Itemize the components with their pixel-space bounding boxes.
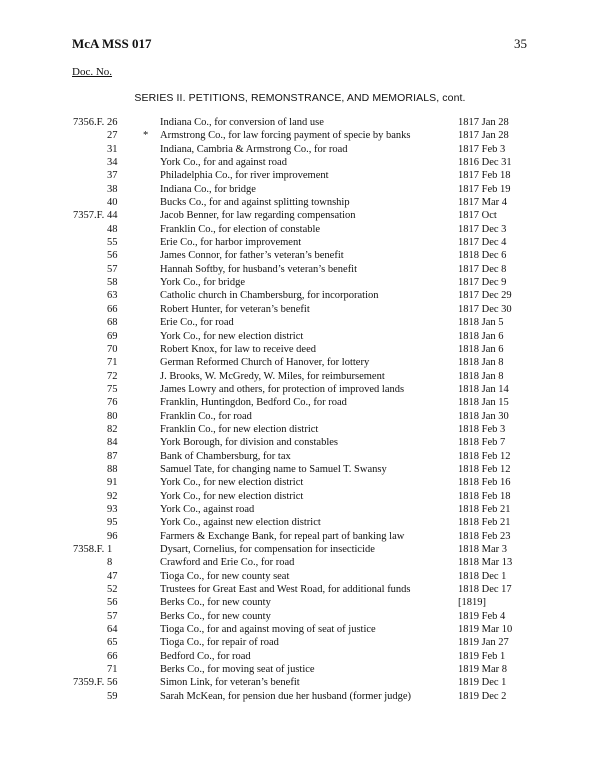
entry-description: J. Brooks, W. McGredy, W. Miles, for reimbursement: [160, 370, 385, 382]
list-item: [0, 263, 600, 276]
document-number: 71: [107, 357, 118, 369]
entry-description: York Co., for new election district: [160, 490, 304, 502]
list-item: [0, 596, 600, 609]
entry-list: [0, 116, 600, 703]
document-number: 44: [107, 210, 118, 222]
entry-date: 1818 Jan 15: [458, 397, 509, 409]
entry-date: 1819 Feb 4: [458, 610, 506, 622]
document-number: 93: [107, 503, 118, 515]
entry-date: 1819 Jan 27: [458, 637, 509, 649]
list-item: [0, 223, 600, 236]
document-number: 82: [107, 423, 118, 435]
entry-date: 1817 Dec 9: [458, 277, 507, 289]
list-item: [0, 556, 600, 569]
document-number: 76: [107, 397, 118, 409]
document-number: 52: [107, 584, 118, 596]
list-item: [0, 289, 600, 302]
entry-date: 1817 Mar 4: [458, 197, 507, 209]
entry-description: Erie Co., for harbor improvement: [160, 237, 302, 249]
entry-date: 1818 Feb 12: [458, 450, 511, 462]
entry-description: Tioga Co., for repair of road: [160, 637, 279, 649]
document-number: 96: [107, 530, 118, 542]
entry-date: 1818 Feb 21: [458, 517, 511, 529]
entry-date: 1818 Feb 18: [458, 490, 511, 502]
entry-date: 1817 Jan 28: [458, 130, 509, 142]
box-folder-number: 7356.F.: [73, 117, 105, 128]
list-item: [0, 196, 600, 209]
entry-description: Jacob Benner, for law regarding compensation: [160, 210, 356, 222]
entry-description: Berks Co., for new county: [160, 597, 271, 609]
entry-date: 1817 Dec 30: [458, 303, 512, 315]
list-item: [0, 410, 600, 423]
entry-description: Hannah Softby, for husband’s veteran’s benefit: [160, 263, 358, 275]
document-number: 58: [107, 277, 118, 289]
list-item: [0, 249, 600, 262]
list-item: [0, 330, 600, 343]
entry-date: 1818 Dec 17: [458, 584, 512, 596]
entry-description: Dysart, Cornelius, for compensation for insecticide: [160, 544, 375, 555]
list-item: [0, 116, 600, 129]
entry-date: 1818 Jan 8: [458, 370, 504, 382]
list-item: [0, 276, 600, 289]
document-number: 56: [107, 677, 118, 689]
list-item: [0, 209, 600, 222]
document-number: 84: [107, 437, 118, 449]
list-item: [0, 356, 600, 369]
document-number: 55: [107, 237, 118, 249]
entry-description: Armstrong Co., for law forcing payment of specie by banks: [160, 130, 411, 142]
entry-description: Franklin Co., for election of constable: [160, 223, 321, 235]
entry-description: Bucks Co., for and against splitting township: [160, 197, 350, 209]
entry-description: Catholic church in Chambersburg, for incorporation: [160, 290, 379, 302]
document-number: 92: [107, 490, 118, 502]
list-item: [0, 343, 600, 356]
entry-date: 1818 Mar 3: [458, 544, 507, 555]
entry-date: 1817 Jan 28: [458, 117, 509, 128]
entry-date: 1818 Feb 16: [458, 477, 511, 489]
list-item: [0, 436, 600, 449]
list-item: [0, 663, 600, 676]
list-item: [0, 690, 600, 703]
entry-date: 1819 Dec 2: [458, 690, 507, 702]
entry-description: Sarah McKean, for pension due her husband (former judge): [160, 690, 412, 702]
entry-description: York Co., for new election district: [160, 477, 304, 489]
entry-date: 1818 Dec 6: [458, 250, 507, 262]
document-number: 56: [107, 250, 118, 262]
document-number: 66: [107, 650, 118, 662]
list-item: [0, 610, 600, 623]
entry-date: 1818 Mar 13: [458, 557, 513, 569]
list-item: [0, 490, 600, 503]
document-number: 68: [107, 317, 118, 329]
box-folder-number: 7357.F.: [73, 210, 105, 222]
list-item: [0, 516, 600, 529]
entry-description: Bank of Chambersburg, for tax: [160, 450, 291, 462]
entry-date: 1819 Mar 8: [458, 664, 507, 676]
entry-description: Trustees for Great East and West Road, for additional funds: [160, 584, 411, 596]
list-item: [0, 156, 600, 169]
entry-description: York Co., against new election district: [160, 517, 321, 529]
entry-date: 1817 Dec 3: [458, 223, 507, 235]
entry-description: German Reformed Church of Hanover, for lottery: [160, 357, 370, 369]
document-number: 57: [107, 610, 118, 622]
list-item: [0, 476, 600, 489]
entry-description: Farmers & Exchange Bank, for repeal part of banking law: [160, 530, 405, 542]
document-number: 56: [107, 597, 118, 609]
document-number: 59: [107, 690, 118, 702]
document-number: 63: [107, 290, 118, 302]
entry-description: Indiana, Cambria & Armstrong Co., for road: [160, 143, 348, 155]
document-number: 8: [107, 557, 113, 569]
document-number: 47: [107, 570, 118, 582]
entry-date: 1817 Feb 3: [458, 143, 506, 155]
document-number: 57: [107, 263, 118, 275]
document-number: 88: [107, 463, 118, 475]
entry-date: 1819 Feb 1: [458, 650, 506, 662]
entry-description: Samuel Tate, for changing name to Samuel T. Swansy: [160, 463, 387, 475]
list-item: [0, 676, 600, 689]
list-item: [0, 370, 600, 383]
document-number: 71: [107, 664, 118, 676]
entry-description: York Co., for bridge: [160, 277, 245, 289]
document-number: 66: [107, 303, 118, 315]
entry-date: 1818 Jan 8: [458, 357, 504, 369]
list-item: [0, 543, 600, 556]
entry-description: York Borough, for division and constables: [160, 437, 339, 449]
entry-date: 1817 Dec 8: [458, 263, 507, 275]
list-item: [0, 423, 600, 436]
document-number: 37: [107, 170, 118, 182]
entry-date: 1818 Feb 23: [458, 530, 511, 542]
entry-description: York Co., for and against road: [160, 157, 287, 169]
list-item: [0, 316, 600, 329]
list-item: [0, 169, 600, 182]
list-item: [0, 530, 600, 543]
entry-date: 1818 Jan 6: [458, 343, 504, 355]
entry-description: Franklin Co., for road: [160, 410, 252, 422]
document-number: 34: [107, 157, 118, 169]
document-number: 48: [107, 223, 118, 235]
entry-description: Erie Co., for road: [160, 317, 234, 329]
entry-date: 1819 Mar 10: [458, 624, 513, 636]
document-number: 70: [107, 343, 118, 355]
entry-description: Robert Hunter, for veteran’s benefit: [160, 303, 310, 315]
document-number: 72: [107, 370, 118, 382]
list-item: [0, 503, 600, 516]
entry-date: 1818 Jan 6: [458, 330, 504, 342]
list-item: [0, 583, 600, 596]
entry-description: Philadelphia Co., for river improvement: [160, 170, 329, 182]
list-item: [0, 236, 600, 249]
document-number: 91: [107, 477, 118, 489]
list-item: [0, 450, 600, 463]
document-number: 26: [107, 117, 118, 128]
document-number: 64: [107, 624, 118, 636]
list-item: [0, 383, 600, 396]
entry-date: 1818 Jan 14: [458, 383, 509, 395]
entry-description: Berks Co., for new county: [160, 610, 271, 622]
entry-date: 1818 Feb 7: [458, 437, 506, 449]
box-folder-number: 7358.F.: [73, 544, 105, 555]
entry-description: Indiana Co., for conversion of land use: [160, 117, 324, 128]
entry-description: Tioga Co., for new county seat: [160, 570, 290, 582]
entry-date: [1819]: [458, 597, 486, 609]
document-number: 38: [107, 183, 118, 195]
entry-description: James Connor, for father’s veteran’s benefit: [160, 250, 344, 262]
entry-date: 1817 Oct: [458, 210, 497, 222]
box-folder-number: 7359.F.: [73, 677, 105, 689]
entry-date: 1818 Feb 3: [458, 423, 506, 435]
document-number: 1: [107, 544, 113, 555]
document-number: 80: [107, 410, 118, 422]
entry-date: 1817 Dec 4: [458, 237, 507, 249]
entry-date: 1816 Dec 31: [458, 157, 512, 169]
entry-description: James Lowry and others, for protection of improved lands: [160, 383, 405, 395]
entry-date: 1818 Jan 30: [458, 410, 509, 422]
entry-description: Robert Knox, for law to receive deed: [160, 343, 316, 355]
document-number: 31: [107, 143, 118, 155]
list-item: [0, 129, 600, 142]
entry-date: 1817 Feb 19: [458, 183, 511, 195]
entry-description: York Co., against road: [160, 503, 255, 515]
document-number: 65: [107, 637, 118, 649]
entry-date: 1818 Dec 1: [458, 570, 507, 582]
document-number: 87: [107, 450, 118, 462]
list-item: [0, 183, 600, 196]
entry-description: Crawford and Erie Co., for road: [160, 557, 295, 569]
entry-date: 1818 Feb 12: [458, 463, 511, 475]
doc-no-label: Doc. No.: [72, 66, 113, 78]
list-item: [0, 636, 600, 649]
entry-description: Berks Co., for moving seat of justice: [160, 664, 315, 676]
list-item: [0, 623, 600, 636]
list-item: [0, 396, 600, 409]
series-title: SERIES II. PETITIONS, REMONSTRANCE, AND MEMORIALS, cont.: [134, 92, 466, 104]
list-item: [0, 570, 600, 583]
entry-date: 1817 Dec 29: [458, 290, 512, 302]
entry-description: Tioga Co., for and against moving of seat of justice: [160, 624, 376, 636]
entry-date: 1818 Jan 5: [458, 317, 504, 329]
list-item: [0, 650, 600, 663]
document-number: 75: [107, 383, 118, 395]
document-number: 69: [107, 330, 118, 342]
entry-description: Indiana Co., for bridge: [160, 183, 256, 195]
page-number: 35: [514, 36, 527, 51]
document-number: 27: [107, 130, 118, 142]
list-item: [0, 463, 600, 476]
entry-description: Simon Link, for veteran’s benefit: [160, 677, 300, 689]
list-item: [0, 303, 600, 316]
entry-description: Bedford Co., for road: [160, 650, 251, 662]
entry-description: Franklin, Huntingdon, Bedford Co., for road: [160, 397, 347, 409]
entry-description: York Co., for new election district: [160, 330, 304, 342]
document-number: 40: [107, 197, 118, 209]
entry-date: 1818 Feb 21: [458, 503, 511, 515]
entry-date: 1819 Dec 1: [458, 677, 507, 689]
list-item: [0, 143, 600, 156]
entry-date: 1817 Feb 18: [458, 170, 511, 182]
document-number: 95: [107, 517, 118, 529]
entry-description: Franklin Co., for new election district: [160, 423, 319, 435]
note-marker: *: [143, 130, 149, 142]
collection-id: McA MSS 017: [72, 36, 152, 51]
